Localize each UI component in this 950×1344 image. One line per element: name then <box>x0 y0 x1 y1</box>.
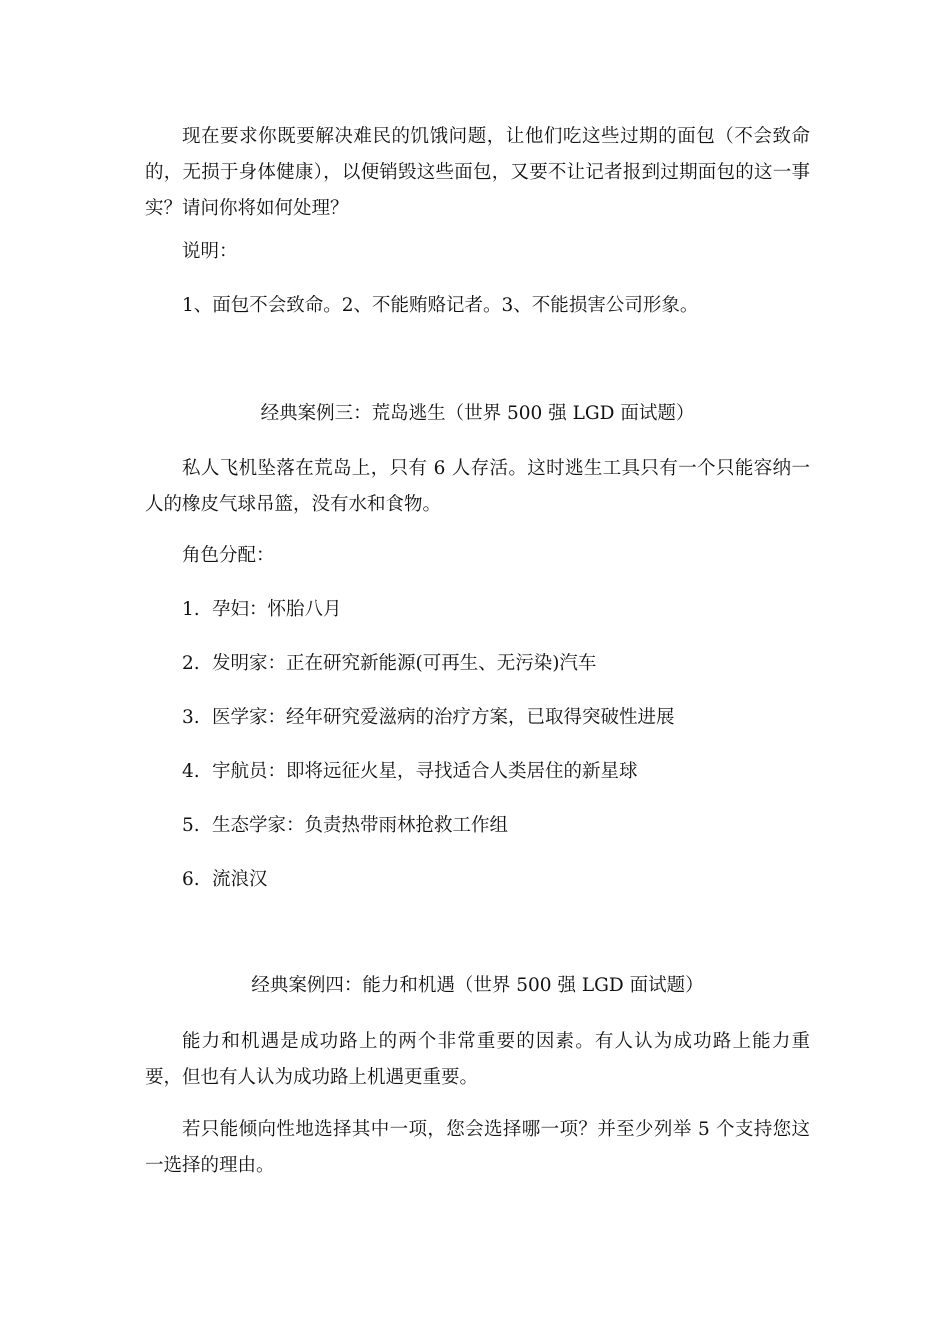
section3-roles-label: 角色分配： <box>182 545 275 566</box>
role-item <box>182 808 508 844</box>
role-item <box>182 862 268 898</box>
section2-intro-paragraph: 现在要求你既要解决难民的饥饿问题，让他们吃这些过期的面包（不会致命的，无损于身体健康），以便销毁这些面包，又要不让记者报到过期面包的这一事实？请问你将如何处理？ <box>145 126 810 219</box>
role-item <box>182 700 675 736</box>
role-item <box>182 592 342 628</box>
section4-paragraph-2: 若只能倾向性地选择其中一项，您会选择哪一项？并至少列举 5 个支持您这一选择的理由。 <box>145 1119 810 1176</box>
role-item <box>182 646 596 682</box>
section3-intro-paragraph: 私人飞机坠落在荒岛上，只有 6 人存活。这时逃生工具只有一个只能容纳一人的橡皮气球吊篮，没有水和食物。 <box>145 458 810 515</box>
section3-title: 经典案例三：荒岛逃生（世界 500 强 LGD 面试题） <box>260 403 695 424</box>
section4-paragraph-1: 能力和机遇是成功路上的两个非常重要的因素。有人认为成功路上能力重要，但也有人认为成功路上机遇更重要。 <box>145 1031 810 1088</box>
role-item <box>182 754 638 790</box>
role-text: 生态学家：负责热带雨林抢救工作组 <box>212 815 509 836</box>
section2-note-text: 1、面包不会致命。2、不能贿赂记者。3、不能损害公司形象。 <box>182 295 699 316</box>
role-number: 5. <box>182 815 200 836</box>
role-number: 6. <box>182 869 200 890</box>
role-number: 2. <box>182 653 200 674</box>
role-number: 4. <box>182 761 200 782</box>
role-text: 医学家：经年研究爱滋病的治疗方案，已取得突破性进展 <box>212 707 675 728</box>
section4-title: 经典案例四：能力和机遇（世界 500 强 LGD 面试题） <box>251 975 704 996</box>
role-text: 宇航员：即将远征火星，寻找适合人类居住的新星球 <box>212 761 638 782</box>
role-text: 发明家：正在研究新能源(可再生、无污染)汽车 <box>212 653 597 674</box>
role-number: 3. <box>182 707 200 728</box>
role-text: 流浪汉 <box>212 869 268 890</box>
role-number: 1. <box>182 599 200 620</box>
section2-note-label: 说明： <box>182 241 238 262</box>
role-text: 孕妇：怀胎八月 <box>212 599 342 620</box>
